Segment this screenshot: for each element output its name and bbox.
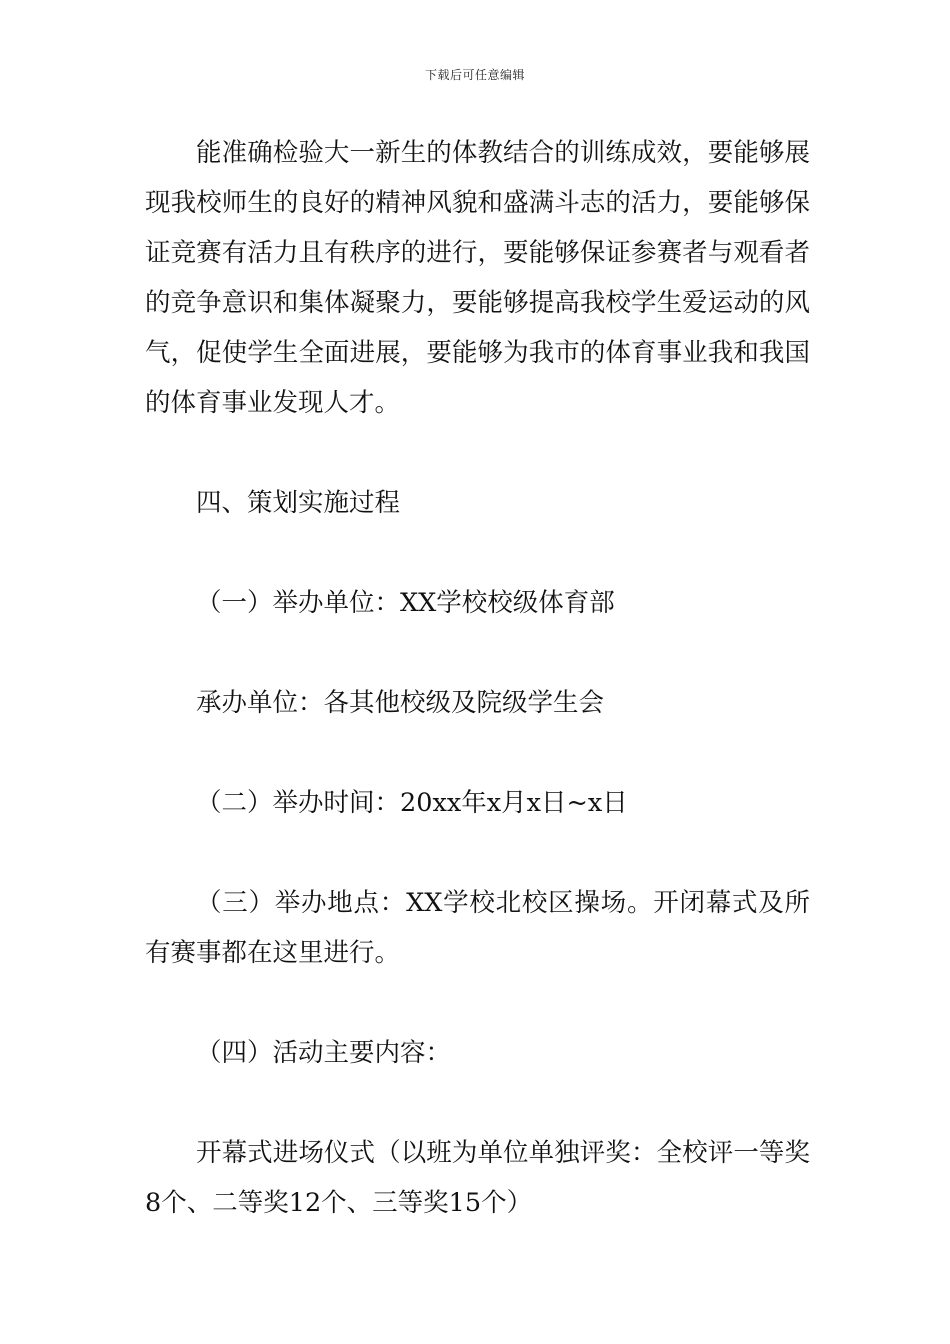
paragraph-location: （三）举办地点：XX学校北校区操场。开闭幕式及所有赛事都在这里进行。 xyxy=(145,888,810,968)
section-heading-implementation: 四、策划实施过程 xyxy=(196,488,401,518)
paragraph-time: （二）举办时间：20xx年x月x日~x日 xyxy=(196,788,628,818)
page-header-note: 下载后可任意编辑 xyxy=(424,68,525,82)
paragraph-organizer: （一）举办单位：XX学校校级体育部 xyxy=(196,588,615,618)
paragraph-goals: 能准确检验大一新生的体教结合的训练成效，要能够展现我校师生的良好的精神风貌和盛满斗志的活力，要能够保证竞赛有活力且有秩序的进行，要能够保证参赛者与观看者的竞争意识和集体凝聚力，要能够提高我校学生爱运动的风气，促使学生全面进展，要能够为我市的体育事业我和我国的体育事业发现人才。 xyxy=(145,138,810,418)
paragraph-co-organizer: 承办单位：各其他校级及院级学生会 xyxy=(196,688,605,718)
paragraph-main-content-heading: （四）活动主要内容： xyxy=(196,1038,452,1068)
document-body xyxy=(145,128,810,1228)
paragraph-opening-ceremony: 开幕式进场仪式（以班为单位单独评奖：全校评一等奖8个、二等奖12个、三等奖15个） xyxy=(145,1138,810,1218)
